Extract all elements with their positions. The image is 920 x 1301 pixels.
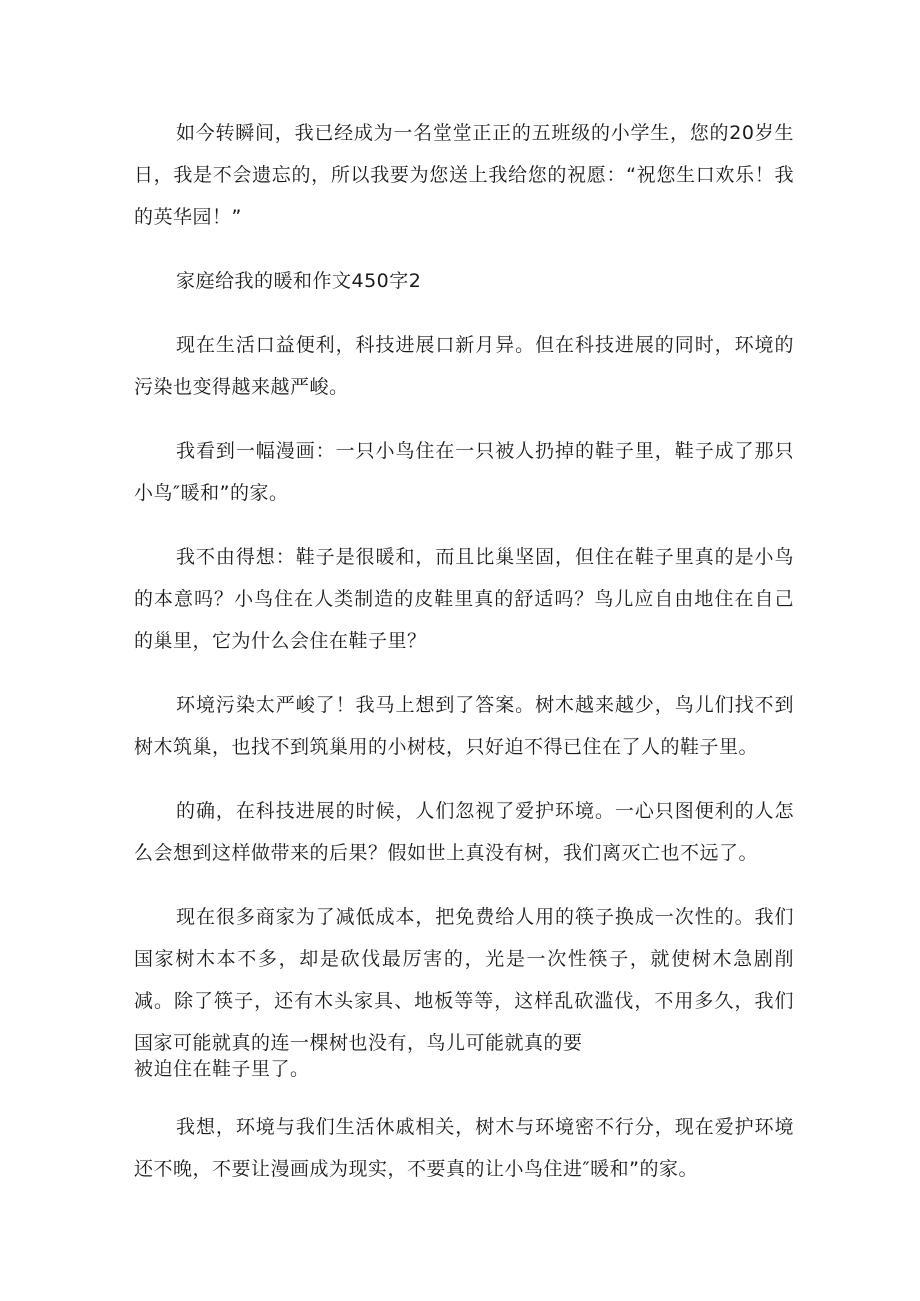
paragraph-neglect: 的确，在科技进展的时候，人们忽视了爱护环境。一心只图便利的人怎么会想到这样做带来的后果？假如世上真没有树，我们离灭亡也不远了。 [134,800,794,864]
document-body [134,112,794,1212]
paragraph-chopsticks-continued: 被迫住在鞋子里了。 [134,1058,310,1080]
paragraph-answer: 环境污染太严峻了！我马上想到了答案。树木越来越少，鸟儿们找不到树木筑巢，也找不到筑巢用的小树枝，只好迫不得已住在了人的鞋子里。 [134,694,794,758]
paragraph-cartoon: 我看到一幅漫画：一只小鸟住在一只被人扔掉的鞋子里，鞋子成了那只小鸟″暖和”的家。 [134,440,794,504]
essay-title: 家庭给我的暖和作文450字2 [176,270,422,292]
paragraph-conclusion: 我想，环境与我们生活休戚相关，树木与环境密不行分，现在爱护环境还不晚，不要让漫画成为现实，不要真的让小鸟住进″暖和”的家。 [134,1116,794,1180]
paragraph-pollution-intro: 现在生活口益便利，科技进展口新月异。但在科技进展的同时，环境的污染也变得越来越严峻。 [134,334,794,398]
paragraph-chopsticks: 现在很多商家为了减低成本，把免费给人用的筷子换成一次性的。我们国家树木本不多，却是砍伐最厉害的，光是一次性筷子，就使树木急剧削减。除了筷子，还有木头家具、地板等等，这样乱砍滥伐，不用多久，我们国家可能就真的连一棵树也没有，鸟儿可能就真的要 [134,906,794,1054]
paragraph-birthday-wish: 如今转瞬间，我已经成为一名堂堂正正的五班级的小学生，您的20岁生日，我是不会遗忘的，所以我要为您送上我给您的祝愿：“祝您生口欢乐！我的英华园！” [134,122,794,228]
paragraph-reflection: 我不由得想：鞋子是很暖和，而且比巢坚固，但住在鞋子里真的是小鸟的本意吗？小鸟住在人类制造的皮鞋里真的舒适吗？鸟儿应自由地住在自己的巢里，它为什么会住在鞋子里？ [134,546,794,652]
